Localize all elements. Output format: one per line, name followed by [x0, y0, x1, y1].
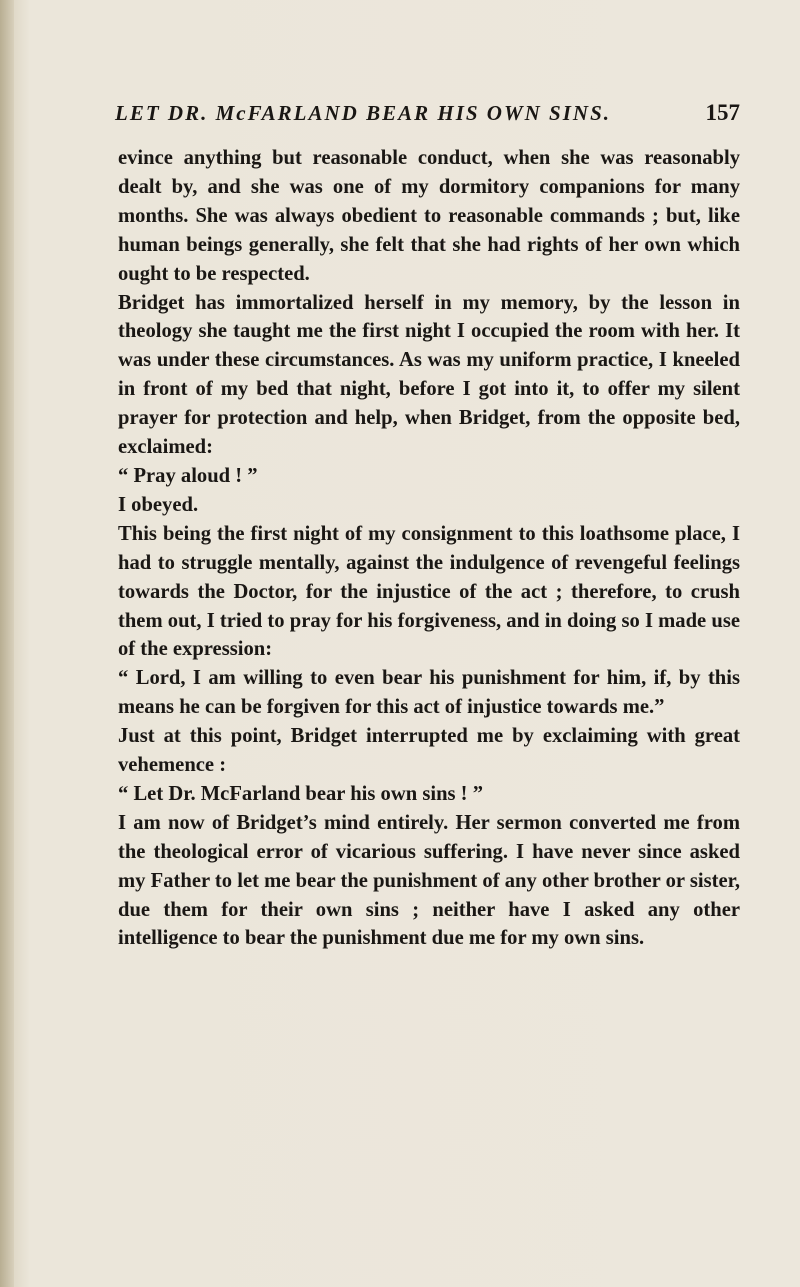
- page-binding-edge: [0, 0, 14, 1287]
- page-number: 157: [705, 100, 740, 125]
- paragraph: I am now of Bridget’s mind entirely. Her sermon converted me from the theological error of vicarious suffering. I have never since asked my Father to let me bear the punishment of any other brother or sister, due them for their own sins ; neither have I asked any other intelligence to bear the punishment due me for my own sins.: [118, 811, 740, 950]
- quote-line: “ Lord, I am willing to even bear his punishment for him, if, by this means he can be forgiven for this act of injustice towards me.”: [118, 667, 740, 719]
- paragraph: evince anything but reasonable conduct, when she was reasonably dealt by, and she was one of my dormitory companions for many months. She was always obedient to reasonable commands ; but, like human beings generally, she felt that she had rights of her own which ought to be respected.: [118, 147, 740, 285]
- running-head: LET DR. McFARLAND BEAR HIS OWN SINS.: [115, 101, 611, 125]
- page-header: [115, 100, 740, 126]
- paragraph: This being the first night of my consignment to this loathsome place, I had to struggle mentally, against the indulgence of revengeful feelings towards the Doctor, for the injustice of the act ; therefore, to crush them out, I tried to pray for his forgiveness, and in doing so I made use of the expression:: [118, 522, 740, 661]
- paragraph: Bridget has immortalized herself in my memory, by the lesson in theology she taught me the first night I occupied the room with her. It was under these circumstances. As was my uniform practice, I kneeled in front of my bed that night, before I got into it, to offer my silent prayer for protection and help, when Bridget, from the opposite bed, exclaimed:: [118, 291, 740, 459]
- paragraph: I obeyed.: [118, 493, 199, 516]
- quote-line: “ Let Dr. McFarland bear his own sins ! ”: [118, 782, 483, 805]
- quote-line: “ Pray aloud ! ”: [118, 464, 258, 487]
- paragraph: Just at this point, Bridget interrupted me by exclaiming with great vehemence :: [118, 725, 740, 777]
- body-text: [118, 144, 740, 953]
